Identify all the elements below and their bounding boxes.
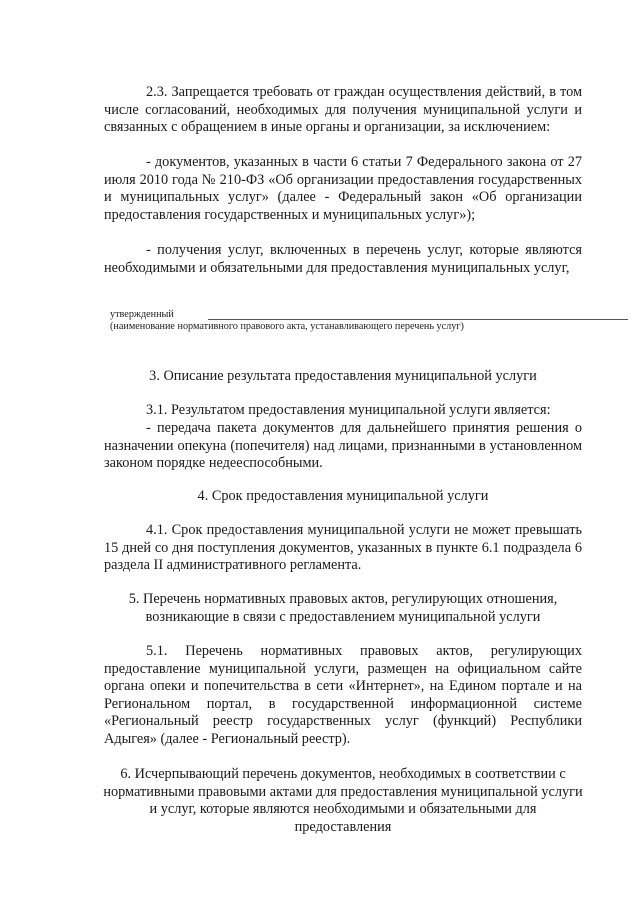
- paragraph-2-3: 2.3. Запрещается требовать от граждан осуществления действий, в том числе согласований, необходимых для получения муниципальной услуги и связанных с обращением в иные органы и организации, за исключением:: [104, 84, 582, 136]
- paragraph-documents-exception: - документов, указанных в части 6 статьи 7 Федерального закона от 27 июля 2010 года № 210-ФЗ «Об организации предоставления государственных и муниципальных услуг» (далее - Федеральный закон «Об организации предоставления государственных и муниципальных услуг»);: [104, 154, 582, 223]
- fill-in-caption: (наименование нормативного правового акта, устанавливающего перечень услуг): [110, 321, 464, 332]
- section-4-heading: 4. Срок предоставления муниципальной услуги: [197, 488, 489, 504]
- approved-label: утвержденный: [110, 309, 174, 320]
- paragraph-5-1: 5.1. Перечень нормативных правовых актов, регулирующих предоставление муниципальной услуги, размещен на официальном сайте органа опеки и попечительства в сети «Интернет», на Едином портале и на Региональном портал, в государственной информационной системе «Региональный реестр государственных услуг (функций) Республики Адыгея» (далее - Региональный реестр).: [104, 643, 582, 747]
- fill-in-line: [208, 319, 628, 320]
- section-3-heading: 3. Описание результата предоставления муниципальной услуги: [149, 368, 537, 384]
- paragraph-services-exception: - получения услуг, включенных в перечень услуг, которые являются необходимыми и обязательными для предоставления муниципальных услуг,: [104, 242, 582, 276]
- section-6-heading: 6. Исчерпывающий перечень документов, необходимых в соответствии с нормативными правовыми актами для предоставления муниципальной услуги и услуг, которые являются необходимыми и обязательными для предоставления: [103, 766, 583, 835]
- paragraph-3-1: 3.1. Результатом предоставления муниципальной услуги является:: [146, 402, 551, 418]
- paragraph-3-1-result: - передача пакета документов для дальнейшего принятия решения о назначении опекуна (попечителя) над лицами, признанными в установленном законом порядке недееспособными.: [104, 420, 582, 472]
- paragraph-4-1: 4.1. Срок предоставления муниципальной услуги не может превышать 15 дней со дня поступления документов, указанных в пункте 6.1 подраздела 6 раздела II административного регламента.: [104, 522, 582, 574]
- section-5-heading: 5. Перечень нормативных правовых актов, регулирующих отношения, возникающие в связи с предоставлением муниципальной услуги: [128, 591, 558, 625]
